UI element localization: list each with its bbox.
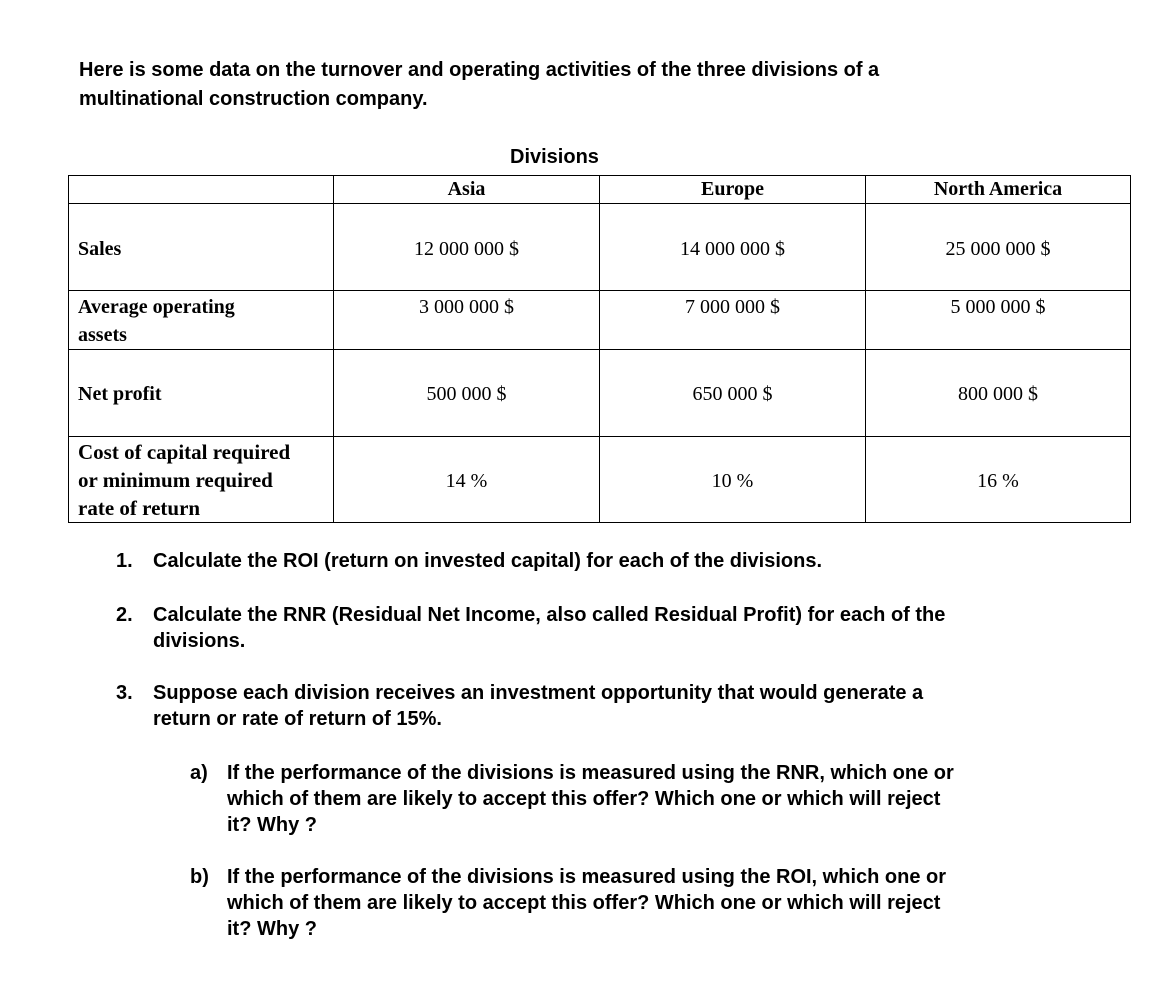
cell-value: 3 000 000 $ (334, 291, 600, 350)
row-label-line: or minimum required (78, 468, 273, 492)
row-label-line: Average operating (78, 296, 235, 318)
sub-question-text: it? Why ? (227, 814, 317, 836)
sub-question-letter: a) (190, 762, 208, 784)
table-row-average-operating-assets (69, 291, 1131, 350)
question-text: divisions. (153, 630, 246, 652)
question-item (116, 680, 1076, 732)
column-header-north-america: North America (866, 176, 1131, 204)
cell-value: 800 000 $ (866, 350, 1131, 437)
row-label-line: rate of return (78, 496, 201, 520)
table-row-cost-of-capital (69, 437, 1131, 523)
divisions-header: Divisions (510, 146, 599, 168)
row-label-line: assets (78, 324, 127, 346)
sub-question-b (190, 864, 1050, 942)
row-label (69, 291, 334, 350)
row-label-line: Cost of capital required (78, 440, 291, 464)
question-text: return or rate of return of 15%. (153, 708, 442, 730)
sub-question-text: If the performance of the divisions is measured using the RNR, which one or (227, 762, 954, 784)
sub-question-text: If the performance of the divisions is measured using the ROI, which one or (227, 866, 947, 888)
column-header-asia: Asia (334, 176, 600, 204)
cell-value: 7 000 000 $ (600, 291, 866, 350)
sub-question-text: which of them are likely to accept this offer? Which one or which will reject (227, 892, 941, 914)
question-item (116, 602, 1076, 654)
sub-question-text: it? Why ? (227, 918, 317, 940)
question-text: Calculate the ROI (return on invested capital) for each of the divisions. (153, 550, 823, 572)
cell-value: 12 000 000 $ (334, 204, 600, 291)
intro-line: Here is some data on the turnover and operating activities of the three divisions of a (79, 59, 880, 81)
cell-value: 14 % (334, 437, 600, 523)
intro-line: multinational construction company. (79, 88, 428, 110)
table-row-net-profit (69, 350, 1131, 437)
question-item (116, 548, 1076, 574)
cell-value: 10 % (600, 437, 866, 523)
cell-value: 650 000 $ (600, 350, 866, 437)
divisions-table (68, 175, 1131, 523)
cell-value: 5 000 000 $ (866, 291, 1131, 350)
row-label (69, 437, 334, 523)
table-header-row (69, 176, 1131, 204)
sub-question-a (190, 760, 1050, 838)
intro-paragraph (79, 56, 1079, 114)
column-header-europe: Europe (600, 176, 866, 204)
question-number: 1. (116, 550, 133, 572)
question-number: 2. (116, 604, 133, 626)
sub-question-letter: b) (190, 866, 209, 888)
cell-value: 25 000 000 $ (866, 204, 1131, 291)
cell-value: 500 000 $ (334, 350, 600, 437)
row-label (69, 204, 334, 291)
question-number: 3. (116, 682, 133, 704)
table-row-sales (69, 204, 1131, 291)
row-label-line: Sales (78, 238, 122, 260)
question-text: Suppose each division receives an investment opportunity that would generate a (153, 682, 924, 704)
question-text: Calculate the RNR (Residual Net Income, also called Residual Profit) for each of the (153, 604, 946, 626)
row-label (69, 350, 334, 437)
header-empty-cell (69, 176, 334, 204)
sub-question-text: which of them are likely to accept this offer? Which one or which will reject (227, 788, 941, 810)
cell-value: 14 000 000 $ (600, 204, 866, 291)
row-label-line: Net profit (78, 383, 162, 405)
cell-value: 16 % (866, 437, 1131, 523)
